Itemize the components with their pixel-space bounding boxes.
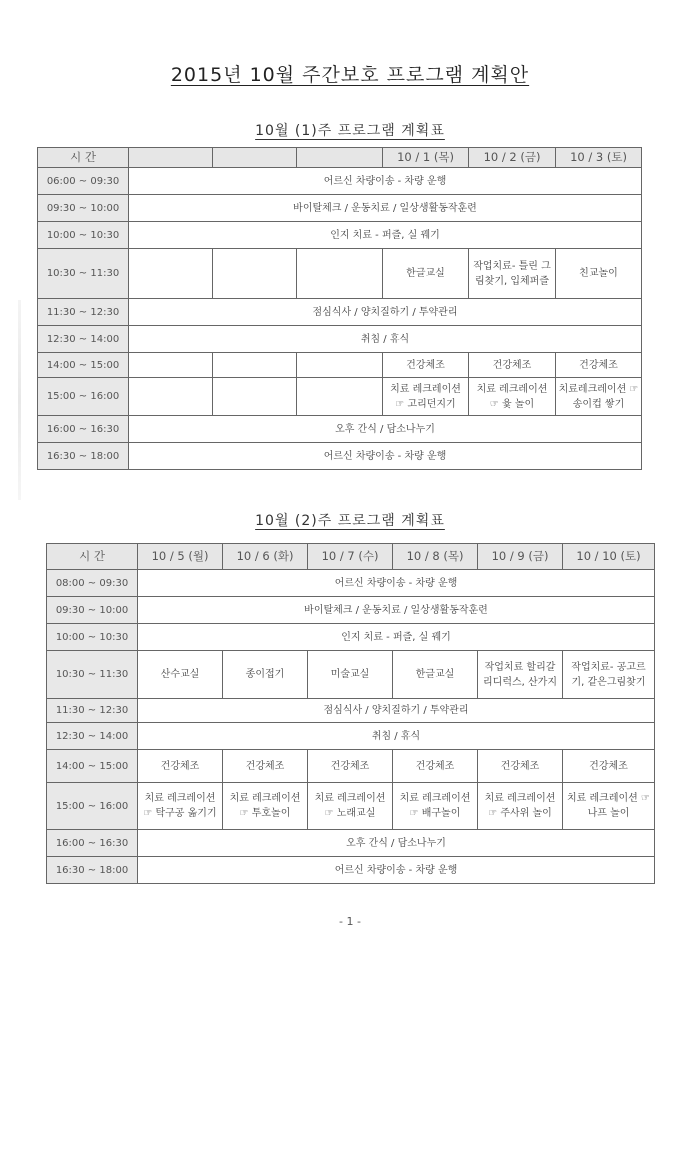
activity-span-cell: 어르신 차량이송 - 차량 운행 [129, 168, 642, 195]
activity-cell: 건강체조 [556, 353, 642, 378]
day-header-cell: 10 / 1 (목) [383, 148, 469, 168]
activity-cell: 치료 레크레이션 ☞ 주사위 놀이 [478, 783, 563, 830]
schedule-row [38, 195, 642, 222]
activity-cell [129, 249, 213, 299]
time-header-cell: 시 간 [47, 544, 138, 570]
week2-title-text: 10월 (2)주 프로그램 계획표 [255, 513, 445, 529]
time-slot-cell: 14:00 ~ 15:00 [38, 353, 129, 378]
activity-span-cell: 인지 치료 - 퍼즐, 실 꿰기 [138, 624, 655, 651]
schedule-row [47, 783, 655, 830]
week1-title-text: 10월 (1)주 프로그램 계획표 [255, 123, 445, 139]
activity-cell: 치료 레크레이션 ☞ 투호놀이 [223, 783, 308, 830]
schedule-row [47, 857, 655, 884]
activity-cell: 치료레크레이션 ☞ 송이컵 쌓기 [556, 378, 642, 416]
activity-cell: 건강체조 [563, 750, 655, 783]
schedule-row [38, 353, 642, 378]
time-slot-cell: 16:30 ~ 18:00 [38, 443, 129, 470]
activity-cell: 종이접기 [223, 651, 308, 699]
time-slot-cell: 10:30 ~ 11:30 [47, 651, 138, 699]
time-header-cell: 시 간 [38, 148, 129, 168]
activity-cell [297, 353, 383, 378]
schedule-row [38, 443, 642, 470]
activity-cell: 한글교실 [393, 651, 478, 699]
schedule-row [47, 723, 655, 750]
time-slot-cell: 15:00 ~ 16:00 [47, 783, 138, 830]
time-slot-cell: 11:30 ~ 12:30 [38, 299, 129, 326]
day-header-cell [297, 148, 383, 168]
activity-span-cell: 오후 간식 / 담소나누기 [138, 830, 655, 857]
activity-cell [213, 249, 297, 299]
time-slot-cell: 09:30 ~ 10:00 [38, 195, 129, 222]
document-title-text: 2015년 10월 주간보호 프로그램 계획안 [170, 64, 530, 86]
day-header-cell [129, 148, 213, 168]
day-header-cell: 10 / 2 (금) [469, 148, 556, 168]
activity-cell: 건강체조 [308, 750, 393, 783]
time-slot-cell: 12:30 ~ 14:00 [38, 326, 129, 353]
activity-cell [129, 353, 213, 378]
day-header-cell: 10 / 6 (화) [223, 544, 308, 570]
schedule-row [47, 597, 655, 624]
activity-span-cell: 점심식사 / 양치질하기 / 투약관리 [129, 299, 642, 326]
schedule-row [38, 416, 642, 443]
time-slot-cell: 10:00 ~ 10:30 [47, 624, 138, 651]
week2-schedule-table [46, 543, 655, 884]
day-header-cell: 10 / 9 (금) [478, 544, 563, 570]
activity-cell: 건강체조 [393, 750, 478, 783]
week1-header-row [38, 148, 642, 168]
activity-cell: 치료 레크레이션 ☞ 고리던지기 [383, 378, 469, 416]
activity-span-cell: 오후 간식 / 담소나누기 [129, 416, 642, 443]
time-slot-cell: 16:00 ~ 16:30 [47, 830, 138, 857]
page-number: - 1 - [339, 915, 361, 928]
activity-cell: 치료 레크레이션 ☞ 탁구공 옮기기 [138, 783, 223, 830]
activity-cell: 건강체조 [478, 750, 563, 783]
schedule-row [47, 570, 655, 597]
activity-cell [297, 249, 383, 299]
week1-schedule-table [37, 147, 642, 470]
day-header-cell [213, 148, 297, 168]
week1-title [0, 120, 700, 140]
scan-artifact [18, 300, 21, 500]
day-header-cell: 10 / 3 (토) [556, 148, 642, 168]
schedule-row [38, 222, 642, 249]
schedule-row [47, 830, 655, 857]
schedule-row [47, 651, 655, 699]
time-slot-cell: 08:00 ~ 09:30 [47, 570, 138, 597]
time-slot-cell: 10:30 ~ 11:30 [38, 249, 129, 299]
day-header-cell: 10 / 7 (수) [308, 544, 393, 570]
activity-cell: 산수교실 [138, 651, 223, 699]
time-slot-cell: 15:00 ~ 16:00 [38, 378, 129, 416]
activity-span-cell: 바이탈체크 / 운동치료 / 일상생활동작훈련 [129, 195, 642, 222]
activity-span-cell: 어르신 차량이송 - 차량 운행 [138, 570, 655, 597]
activity-cell [297, 378, 383, 416]
activity-cell [213, 378, 297, 416]
day-header-cell: 10 / 8 (목) [393, 544, 478, 570]
day-header-cell: 10 / 5 (월) [138, 544, 223, 570]
schedule-row [38, 299, 642, 326]
schedule-row [47, 750, 655, 783]
activity-cell: 미술교실 [308, 651, 393, 699]
time-slot-cell: 06:00 ~ 09:30 [38, 168, 129, 195]
activity-cell: 건강체조 [469, 353, 556, 378]
activity-cell: 작업치료- 틀린 그림찾기, 입체퍼즐 [469, 249, 556, 299]
activity-span-cell: 인지 치료 - 퍼즐, 실 꿰기 [129, 222, 642, 249]
activity-span-cell: 취침 / 휴식 [129, 326, 642, 353]
schedule-row [38, 249, 642, 299]
activity-cell: 작업치료- 공고르기, 같은그림찾기 [563, 651, 655, 699]
time-slot-cell: 09:30 ~ 10:00 [47, 597, 138, 624]
activity-cell: 건강체조 [138, 750, 223, 783]
activity-cell: 건강체조 [383, 353, 469, 378]
activity-cell: 치료 레크레이션 ☞ 노래교실 [308, 783, 393, 830]
week2-header-row [47, 544, 655, 570]
day-header-cell: 10 / 10 (토) [563, 544, 655, 570]
schedule-row [47, 624, 655, 651]
activity-cell [129, 378, 213, 416]
schedule-row [38, 378, 642, 416]
time-slot-cell: 16:30 ~ 18:00 [47, 857, 138, 884]
activity-cell: 건강체조 [223, 750, 308, 783]
activity-cell [213, 353, 297, 378]
activity-cell: 친교놀이 [556, 249, 642, 299]
activity-cell: 치료 레크레이션 ☞ 윷 놀이 [469, 378, 556, 416]
activity-cell: 치료 레크레이션 ☞ 배구놀이 [393, 783, 478, 830]
schedule-row [38, 168, 642, 195]
activity-span-cell: 취침 / 휴식 [138, 723, 655, 750]
activity-cell: 치료 레크레이션 ☞ 나프 놀이 [563, 783, 655, 830]
schedule-row [38, 326, 642, 353]
time-slot-cell: 14:00 ~ 15:00 [47, 750, 138, 783]
activity-span-cell: 어르신 차량이송 - 차량 운행 [129, 443, 642, 470]
document-title [0, 60, 700, 87]
activity-span-cell: 점심식사 / 양치질하기 / 투약관리 [138, 699, 655, 723]
time-slot-cell: 11:30 ~ 12:30 [47, 699, 138, 723]
activity-span-cell: 어르신 차량이송 - 차량 운행 [138, 857, 655, 884]
schedule-row [47, 699, 655, 723]
activity-span-cell: 바이탈체크 / 운동치료 / 일상생활동작훈련 [138, 597, 655, 624]
activity-cell: 작업치료 할리갈리디럭스, 산가지 [478, 651, 563, 699]
time-slot-cell: 10:00 ~ 10:30 [38, 222, 129, 249]
time-slot-cell: 16:00 ~ 16:30 [38, 416, 129, 443]
time-slot-cell: 12:30 ~ 14:00 [47, 723, 138, 750]
activity-cell: 한글교실 [383, 249, 469, 299]
week2-title [0, 510, 700, 530]
